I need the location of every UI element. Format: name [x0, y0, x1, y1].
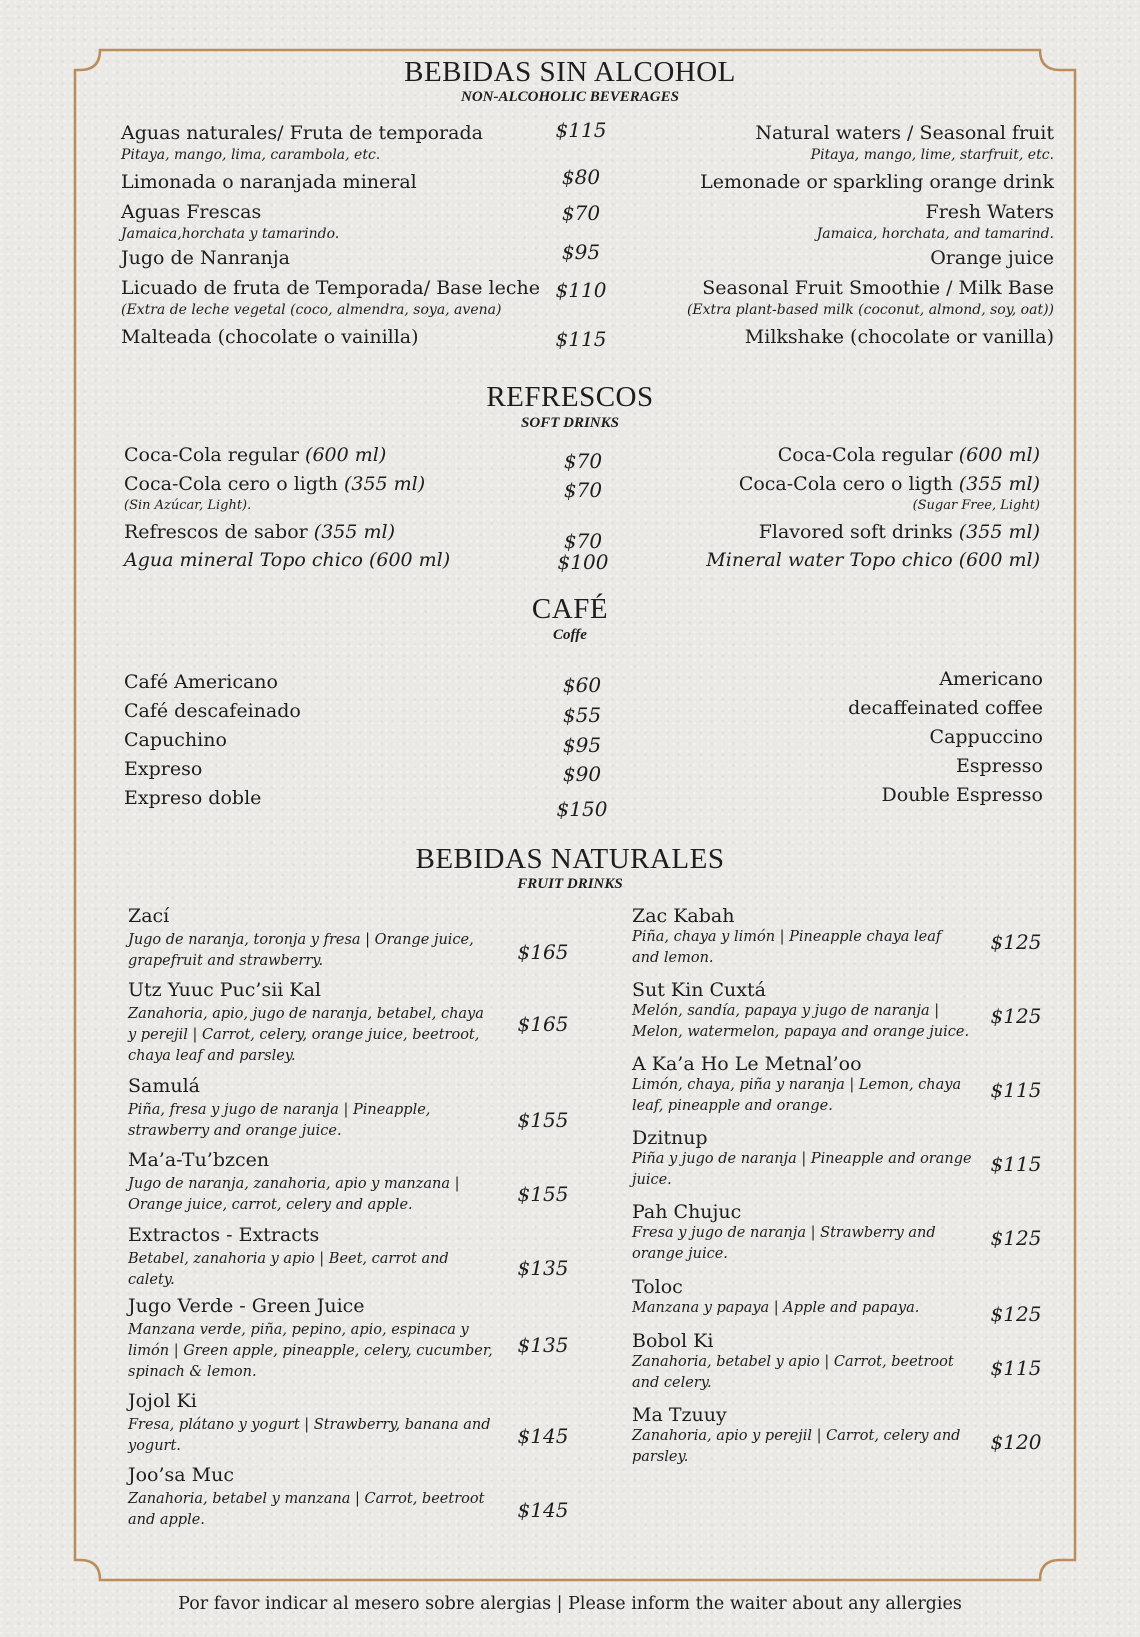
drink-description: Fresa, plátano y yogurt | Strawberry, banana and yogurt.: [128, 1417, 491, 1454]
item-price: $150: [556, 797, 608, 821]
drink-description: Melón, sandía, papaya y jugo de naranja | Melon, watermelon, papaya and orange juice.: [632, 1003, 970, 1040]
section-title-naturales: BEBIDAS NATURALES: [415, 843, 725, 875]
item-note-es: (Extra de leche vegetal (coco, almendra, soya, avena): [121, 302, 502, 318]
item-price: $60: [562, 673, 602, 697]
item-price: $80: [561, 165, 601, 189]
item-volume-en: (355 ml): [958, 473, 1040, 495]
section-subtitle-naturales: FRUIT DRINKS: [517, 876, 623, 892]
item-volume-en: (600 ml): [958, 444, 1040, 466]
drink-name: Joo’sa Muc: [128, 1464, 234, 1486]
drink-name: Pah Chujuc: [632, 1201, 742, 1223]
drink-price: $125: [990, 1004, 1042, 1028]
drink-price: $145: [517, 1424, 569, 1448]
item-name-en: [706, 549, 1040, 571]
item-name-en: [759, 521, 1040, 543]
drink-price: $115: [990, 1356, 1042, 1380]
drink-price: $155: [517, 1182, 569, 1206]
drink-description: Manzana y papaya | Apple and papaya.: [632, 1300, 920, 1316]
item-name-es: Café Americano: [124, 671, 278, 693]
drink-name: Sut Kin Cuxtá: [632, 979, 766, 1001]
item-name-es-text: Coca-Cola cero o ligth: [124, 473, 338, 495]
item-volume-en: (355 ml): [958, 521, 1040, 543]
drink-name: Bobol Ki: [632, 1330, 714, 1352]
item-name-en-text: Coca-Cola cero o ligth: [738, 473, 953, 495]
drink-description: Jugo de naranja, toronja y fresa | Orange juice, grapefruit and strawberry.: [128, 932, 474, 969]
item-price: $115: [555, 118, 607, 142]
item-name-en: Lemonade or sparkling orange drink: [700, 171, 1054, 193]
item-name-en: Orange juice: [930, 247, 1054, 269]
item-name-es: Capuchino: [124, 729, 227, 751]
item-name-es-text: Refrescos de sabor: [124, 521, 308, 543]
item-name-en: decaffeinated coffee: [848, 697, 1043, 719]
item-name-es: [124, 444, 386, 466]
item-name-es: Malteada (chocolate o vainilla): [121, 326, 419, 348]
item-name-es: Licuado de fruta de Temporada/ Base leche: [121, 277, 540, 299]
item-name-en-text: Flavored soft drinks: [758, 521, 953, 543]
drink-name: Ma Tzuuy: [632, 1404, 727, 1426]
item-name-es: [124, 521, 395, 543]
drink-price: $145: [517, 1498, 569, 1522]
drink-price: $125: [990, 1226, 1042, 1250]
item-name-en-text: Mineral water Topo chico (600 ml): [706, 549, 1040, 571]
item-name-es: Aguas Frescas: [121, 201, 262, 223]
item-name-es: [124, 473, 425, 495]
item-volume-es: (355 ml): [343, 473, 426, 495]
drink-price: $155: [517, 1108, 569, 1132]
section-title-sin-alcohol: BEBIDAS SIN ALCOHOL: [404, 56, 736, 88]
drink-description: Zanahoria, betabel y apio | Carrot, beetroot and celery.: [632, 1354, 954, 1391]
item-note-en: (Sugar Free, Light): [912, 498, 1040, 513]
section-title-refrescos: REFRESCOS: [486, 381, 654, 413]
drink-price: $115: [990, 1152, 1042, 1176]
item-price: $90: [562, 762, 602, 786]
drink-name: Zac Kabah: [632, 905, 735, 927]
item-price: $110: [555, 278, 607, 302]
item-note-es: Jamaica,horchata y tamarindo.: [121, 226, 340, 242]
item-price: $70: [563, 449, 603, 473]
item-price: $55: [562, 703, 602, 727]
drink-name: Samulá: [128, 1075, 201, 1097]
drink-name: Extractos - Extracts: [128, 1224, 320, 1246]
drink-price: $125: [990, 930, 1042, 954]
item-name-es: [124, 549, 450, 571]
item-name-es-text: Coca-Cola regular: [124, 444, 299, 466]
drink-description: Zanahoria, apio y perejil | Carrot, celery and parsley.: [632, 1428, 961, 1465]
drink-name: Jojol Ki: [128, 1390, 197, 1412]
section-subtitle-sin-alcohol: NON-ALCOHOLIC BEVERAGES: [461, 89, 679, 105]
drink-price: $135: [517, 1333, 569, 1357]
drink-price: $165: [517, 1012, 569, 1036]
item-name-es: Expreso doble: [124, 787, 262, 809]
section-subtitle-refrescos: SOFT DRINKS: [521, 415, 619, 431]
item-name-es: Jugo de Nanranja: [121, 247, 290, 269]
item-name-en: [739, 473, 1040, 495]
drink-description: Zanahoria, betabel y manzana | Carrot, beetroot and apple.: [128, 1491, 485, 1528]
item-price: $95: [562, 733, 602, 757]
drink-price: $120: [990, 1430, 1042, 1454]
item-name-en: Seasonal Fruit Smoothie / Milk Base: [702, 277, 1054, 299]
drink-name: Zací: [128, 905, 170, 927]
drink-price: $135: [517, 1256, 569, 1280]
drink-description: Piña, fresa y jugo de naranja | Pineapple, strawberry and orange juice.: [128, 1102, 431, 1139]
item-price: $100: [557, 550, 609, 574]
drink-price: $165: [517, 940, 569, 964]
item-volume-es: (355 ml): [313, 521, 396, 543]
item-note-en: Jamaica, horchata, and tamarind.: [816, 226, 1054, 242]
item-note-en: (Extra plant-based milk (coconut, almond, soy, oat)): [686, 302, 1054, 318]
section-subtitle-cafe: Coffe: [553, 627, 587, 643]
section-title-cafe: CAFÉ: [531, 593, 609, 625]
item-name-en: Milkshake (chocolate or vanilla): [744, 326, 1054, 348]
item-name-en: Fresh Waters: [925, 201, 1054, 223]
drink-name: Dzitnup: [632, 1127, 708, 1149]
drink-name: A Ka’a Ho Le Metnal’oo: [632, 1053, 862, 1075]
item-price: $70: [563, 529, 603, 553]
drink-description: Manzana verde, piña, pepino, apio, espinaca y limón | Green apple, pineapple, celery, cucumber, spinach & lemon.: [128, 1322, 493, 1380]
item-name-en: Cappuccino: [929, 726, 1043, 748]
drink-description: Limón, chaya, piña y naranja | Lemon, chaya leaf, pineapple and orange.: [632, 1077, 962, 1114]
drink-description: Betabel, zanahoria y apio | Beet, carrot and calety.: [128, 1251, 449, 1288]
item-name-en: Double Espresso: [881, 784, 1043, 806]
item-note-es: (Sin Azúcar, Light).: [124, 498, 252, 513]
drink-price: $115: [990, 1078, 1042, 1102]
drink-price: $125: [990, 1302, 1042, 1326]
drink-description: Fresa y jugo de naranja | Strawberry and orange juice.: [632, 1225, 936, 1262]
item-name-en: [778, 444, 1040, 466]
drink-description: Piña y jugo de naranja | Pineapple and orange juice.: [632, 1151, 972, 1188]
item-price: $70: [563, 478, 603, 502]
item-note-en: Pitaya, mango, lime, starfruit, etc.: [810, 147, 1054, 163]
drink-description: Piña, chaya y limón | Pineapple chaya leaf and lemon.: [632, 929, 942, 966]
item-name-es: Aguas naturales/ Fruta de temporada: [121, 122, 483, 144]
item-name-es-text: Agua mineral Topo chico (600 ml): [124, 549, 451, 571]
item-name-es: Café descafeinado: [124, 700, 301, 722]
item-name-en-text: Coca-Cola regular: [777, 444, 953, 466]
drink-description: Zanahoria, apio, jugo de naranja, betabel, chaya y perejil | Carrot, celery, orange juice, beetroot, chaya leaf and parsley.: [128, 1006, 484, 1064]
drink-name: Jugo Verde - Green Juice: [128, 1295, 365, 1317]
item-name-en: Espresso: [955, 755, 1043, 777]
item-name-en: Natural waters / Seasonal fruit: [755, 122, 1054, 144]
item-name-es: Limonada o naranjada mineral: [121, 171, 417, 193]
drink-name: Ma’a-Tu’bzcen: [128, 1149, 270, 1171]
item-name-en: Americano: [939, 668, 1043, 690]
item-volume-es: (600 ml): [305, 444, 387, 466]
item-price: $70: [561, 201, 601, 225]
drink-name: Utz Yuuc Puc’sii Kal: [128, 979, 321, 1001]
drink-name: Toloc: [632, 1276, 683, 1298]
item-note-es: Pitaya, mango, lima, carambola, etc.: [121, 147, 381, 163]
item-price: $115: [555, 327, 607, 351]
drink-description: Jugo de naranja, zanahoria, apio y manzana | Orange juice, carrot, celery and apple.: [128, 1176, 460, 1213]
item-name-es: Expreso: [124, 758, 203, 780]
allergy-footer: Por favor indicar al mesero sobre alergias | Please inform the waiter about any allergies: [178, 1594, 962, 1614]
item-price: $95: [561, 240, 601, 264]
